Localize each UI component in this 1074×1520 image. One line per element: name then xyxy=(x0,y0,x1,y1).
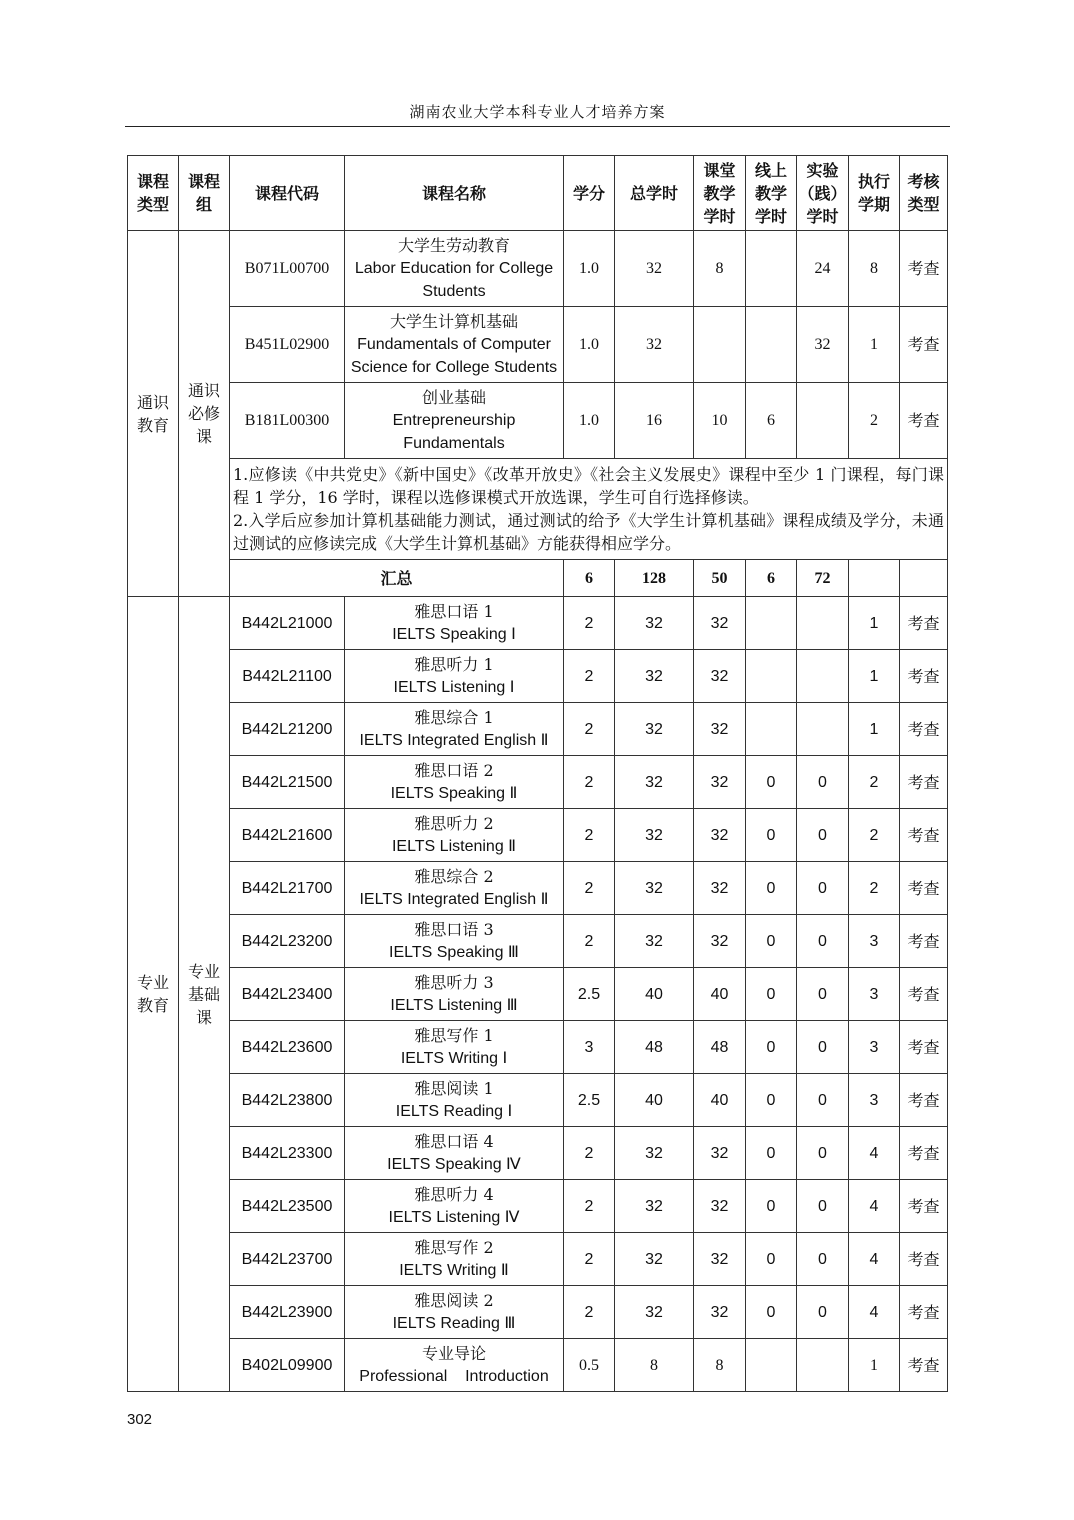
course-code: B442L23300 xyxy=(230,1127,345,1180)
course-name-cn: 雅思听力 2 xyxy=(414,814,494,833)
cell-total: 40 xyxy=(615,1074,694,1127)
cell-credit: 2 xyxy=(564,1180,615,1233)
cell-online xyxy=(746,231,797,307)
cell-exam: 考查 xyxy=(900,307,948,383)
text-line: 学分 xyxy=(572,183,605,203)
cell-term: 1 xyxy=(849,703,900,756)
table-row xyxy=(128,1127,948,1180)
course-name-en: IELTS Writing Ⅰ xyxy=(400,1050,508,1067)
cell-term: 4 xyxy=(849,1233,900,1286)
table-row xyxy=(128,1180,948,1233)
text-line: 教学 xyxy=(703,183,736,203)
cell-online: 0 xyxy=(746,862,797,915)
cell-exam: 考查 xyxy=(900,703,948,756)
table-row xyxy=(128,1074,948,1127)
text-line: Fundamentals xyxy=(403,435,505,452)
cell-exam: 考查 xyxy=(900,1233,948,1286)
text-line: 专业 xyxy=(136,973,169,992)
cell-credit: 2 xyxy=(564,809,615,862)
cell-online: 0 xyxy=(746,1021,797,1074)
text-line: 必修 xyxy=(187,404,220,423)
summary-row xyxy=(128,560,948,597)
table-row xyxy=(128,756,948,809)
course-name-en: IELTS Reading Ⅲ xyxy=(392,1315,516,1332)
course-name-en: IELTS Speaking Ⅳ xyxy=(387,1156,521,1173)
note-row xyxy=(128,459,948,560)
cell-exam: 考查 xyxy=(900,1339,948,1392)
cell-total: 8 xyxy=(615,1339,694,1392)
cell-lab xyxy=(797,383,849,459)
cell-exam: 考查 xyxy=(900,597,948,650)
text-line: Students xyxy=(422,283,486,300)
course-name-cn: 雅思口语 2 xyxy=(414,761,494,780)
cell-exam: 考查 xyxy=(900,650,948,703)
course-name-en: IELTS Integrated English Ⅱ xyxy=(359,891,549,908)
text-line: Fundamentals of Computer xyxy=(357,336,551,353)
cell-term: 2 xyxy=(849,809,900,862)
course-name xyxy=(345,1127,564,1180)
course-code: B071L00700 xyxy=(230,231,345,307)
cell-exam: 考查 xyxy=(900,231,948,307)
table-row xyxy=(128,1021,948,1074)
cell-term: 8 xyxy=(849,231,900,307)
cell-total: 32 xyxy=(615,862,694,915)
table-row xyxy=(128,809,948,862)
cell-exam: 考查 xyxy=(900,968,948,1021)
course-name-en: IELTS Speaking Ⅰ xyxy=(392,626,516,643)
cell-lab xyxy=(797,703,849,756)
column-header xyxy=(128,156,179,231)
cell-credit: 1.0 xyxy=(564,383,615,459)
text-line: Entrepreneurship xyxy=(392,412,516,429)
course-code: B442L23700 xyxy=(230,1233,345,1286)
cell-class: 32 xyxy=(694,915,746,968)
text-line: （践） xyxy=(798,183,847,203)
cell-term: 3 xyxy=(849,1021,900,1074)
cell-exam: 考查 xyxy=(900,809,948,862)
cell-lab xyxy=(797,1339,849,1392)
text-line: 实验 xyxy=(806,160,839,180)
cell-online xyxy=(746,650,797,703)
summary-label: 汇总 xyxy=(230,560,564,597)
cell-online: 0 xyxy=(746,968,797,1021)
table-header-row xyxy=(128,156,948,231)
cell-online: 0 xyxy=(746,1233,797,1286)
course-name xyxy=(345,1074,564,1127)
course-code: B442L21100 xyxy=(230,650,345,703)
cell-online xyxy=(746,597,797,650)
cell-credit: 2 xyxy=(564,1286,615,1339)
text-line: 课程代码 xyxy=(254,183,319,203)
cell-total: 32 xyxy=(615,1127,694,1180)
table-row xyxy=(128,1339,948,1392)
text-line: 学时 xyxy=(806,206,839,226)
course-name xyxy=(345,1286,564,1339)
cell-online xyxy=(746,1339,797,1392)
curriculum-table xyxy=(127,155,948,1392)
cell-total: 32 xyxy=(615,1286,694,1339)
course-name-en: IELTS Speaking Ⅱ xyxy=(390,785,518,802)
text-line: 课堂 xyxy=(703,160,736,180)
cell-online: 0 xyxy=(746,1074,797,1127)
cell-lab: 0 xyxy=(797,1074,849,1127)
course-name-cn: 雅思口语 3 xyxy=(414,920,494,939)
text-line: Labor Education for College xyxy=(354,260,554,277)
cell-lab: 0 xyxy=(797,862,849,915)
table-row xyxy=(128,968,948,1021)
course-code: B451L02900 xyxy=(230,307,345,383)
summary-lab: 72 xyxy=(797,560,849,597)
column-header xyxy=(615,156,694,231)
cell-lab xyxy=(797,597,849,650)
cell-credit: 2 xyxy=(564,1233,615,1286)
text-line: 类型 xyxy=(136,195,169,214)
course-name xyxy=(345,597,564,650)
cell-online xyxy=(746,703,797,756)
course-code: B442L21000 xyxy=(230,597,345,650)
text-line: 通识 xyxy=(136,392,169,412)
page-number: 302 xyxy=(127,1411,153,1428)
cell-total: 32 xyxy=(615,307,694,383)
cell-lab: 0 xyxy=(797,968,849,1021)
note-cell xyxy=(230,459,948,560)
course-name-cn: 雅思口语 1 xyxy=(414,602,494,621)
text-line: 线上 xyxy=(754,160,787,180)
cell-exam: 考查 xyxy=(900,862,948,915)
cell-term: 3 xyxy=(849,968,900,1021)
cell-total: 32 xyxy=(615,1180,694,1233)
cell-term: 4 xyxy=(849,1127,900,1180)
cell-lab: 0 xyxy=(797,915,849,968)
cell-lab: 0 xyxy=(797,756,849,809)
column-header xyxy=(900,156,948,231)
cell-online xyxy=(746,307,797,383)
summary-online: 6 xyxy=(746,560,797,597)
cell-class: 32 xyxy=(694,1180,746,1233)
course-name xyxy=(345,1339,564,1392)
cell-credit: 2 xyxy=(564,597,615,650)
cell-term: 4 xyxy=(849,1180,900,1233)
cell-exam: 考查 xyxy=(900,1180,948,1233)
column-header xyxy=(797,156,849,231)
text-line: 总学时 xyxy=(629,183,678,203)
cell-class: 32 xyxy=(694,650,746,703)
course-name-en: IELTS Listening Ⅱ xyxy=(391,838,517,855)
course-code: B442L23900 xyxy=(230,1286,345,1339)
text-line: 课 xyxy=(195,1007,212,1027)
cell-total: 48 xyxy=(615,1021,694,1074)
text-line: 课程 xyxy=(136,172,169,191)
summary-exam xyxy=(900,560,948,597)
course-code: B442L23600 xyxy=(230,1021,345,1074)
cell-class: 32 xyxy=(694,862,746,915)
course-name xyxy=(345,231,564,307)
course-name xyxy=(345,862,564,915)
cell-term: 2 xyxy=(849,756,900,809)
cell-credit: 3 xyxy=(564,1021,615,1074)
course-name xyxy=(345,915,564,968)
cell-term: 1 xyxy=(849,650,900,703)
course-name-en: IELTS Reading Ⅰ xyxy=(395,1103,513,1120)
course-type-cell xyxy=(128,597,179,1392)
course-name xyxy=(345,703,564,756)
course-name-cn: 大学生劳动教育 xyxy=(397,236,510,255)
cell-credit: 2.5 xyxy=(564,1074,615,1127)
course-name-en: IELTS Speaking Ⅲ xyxy=(389,944,519,961)
column-header xyxy=(179,156,230,231)
cell-lab: 0 xyxy=(797,1180,849,1233)
course-name xyxy=(345,307,564,383)
course-name-en: IELTS Writing Ⅱ xyxy=(399,1262,509,1279)
cell-term: 4 xyxy=(849,1286,900,1339)
text-line: 基础 xyxy=(187,984,220,1004)
cell-credit: 2 xyxy=(564,650,615,703)
cell-online: 0 xyxy=(746,915,797,968)
course-name-cn: 雅思口语 4 xyxy=(414,1132,494,1151)
cell-exam: 考查 xyxy=(900,1074,948,1127)
page-header: 湖南农业大学本科专业人才培养方案 xyxy=(125,98,950,127)
course-name-cn: 专业导论 xyxy=(421,1344,486,1363)
cell-total: 32 xyxy=(615,1233,694,1286)
column-header xyxy=(564,156,615,231)
cell-total: 32 xyxy=(615,809,694,862)
cell-term: 2 xyxy=(849,383,900,459)
text-line: 学期 xyxy=(857,195,890,214)
text-line: 课 xyxy=(195,427,212,446)
table-row xyxy=(128,862,948,915)
course-code: B442L23400 xyxy=(230,968,345,1021)
course-name xyxy=(345,1021,564,1074)
course-code: B442L23800 xyxy=(230,1074,345,1127)
text-line: 组 xyxy=(195,195,212,214)
text-line: 教育 xyxy=(136,415,169,435)
table-row xyxy=(128,597,948,650)
cell-class: 32 xyxy=(694,756,746,809)
cell-lab: 24 xyxy=(797,231,849,307)
cell-total: 32 xyxy=(615,597,694,650)
course-name xyxy=(345,809,564,862)
course-code: B442L23500 xyxy=(230,1180,345,1233)
course-group-cell xyxy=(179,231,230,597)
cell-class: 32 xyxy=(694,1233,746,1286)
cell-credit: 2 xyxy=(564,1127,615,1180)
column-header xyxy=(746,156,797,231)
course-name xyxy=(345,968,564,1021)
cell-online: 0 xyxy=(746,1286,797,1339)
course-code: B442L23200 xyxy=(230,915,345,968)
column-header xyxy=(849,156,900,231)
cell-class: 8 xyxy=(694,231,746,307)
cell-online: 0 xyxy=(746,1127,797,1180)
cell-class: 32 xyxy=(694,597,746,650)
cell-total: 16 xyxy=(615,383,694,459)
text-line: 类型 xyxy=(907,195,940,214)
text-line: 学时 xyxy=(703,206,736,226)
cell-lab: 0 xyxy=(797,1021,849,1074)
cell-class: 8 xyxy=(694,1339,746,1392)
cell-class xyxy=(694,307,746,383)
cell-lab: 0 xyxy=(797,1286,849,1339)
cell-term: 3 xyxy=(849,1074,900,1127)
course-name xyxy=(345,650,564,703)
course-name-cn: 创业基础 xyxy=(421,388,486,407)
course-name-en: IELTS Listening Ⅰ xyxy=(393,679,515,696)
cell-exam: 考查 xyxy=(900,383,948,459)
column-header xyxy=(694,156,746,231)
cell-credit: 2 xyxy=(564,862,615,915)
text-line: 教育 xyxy=(136,996,169,1015)
text-line: Science for College Students xyxy=(350,359,558,376)
course-type-cell xyxy=(128,231,179,597)
cell-class: 32 xyxy=(694,1127,746,1180)
cell-class: 40 xyxy=(694,1074,746,1127)
cell-exam: 考查 xyxy=(900,1127,948,1180)
cell-lab xyxy=(797,650,849,703)
column-header xyxy=(345,156,564,231)
cell-credit: 2 xyxy=(564,915,615,968)
cell-lab: 32 xyxy=(797,307,849,383)
summary-total: 128 xyxy=(615,560,694,597)
course-name-cn: 雅思听力 4 xyxy=(414,1185,494,1204)
course-name-en: IELTS Listening Ⅲ xyxy=(390,997,518,1014)
cell-exam: 考查 xyxy=(900,915,948,968)
cell-lab: 0 xyxy=(797,809,849,862)
course-name-cn: 雅思听力 3 xyxy=(414,973,494,992)
text-line: 通识 xyxy=(187,381,220,400)
cell-term: 2 xyxy=(849,862,900,915)
table-row xyxy=(128,915,948,968)
course-name xyxy=(345,756,564,809)
cell-online: 6 xyxy=(746,383,797,459)
cell-credit: 1.0 xyxy=(564,231,615,307)
cell-total: 32 xyxy=(615,650,694,703)
course-name-en: IELTS Integrated English Ⅱ xyxy=(359,732,549,749)
text-line: 考核 xyxy=(907,172,940,191)
cell-total: 32 xyxy=(615,231,694,307)
cell-exam: 考查 xyxy=(900,756,948,809)
table-row xyxy=(128,703,948,756)
text-line: 2.入学后应参加计算机基础能力测试，通过测试的给予《大学生计算机基础》课程成绩及学分，未通过测试的应修读完成《大学生计算机基础》方能获得相应学分。 xyxy=(233,511,944,553)
table-row xyxy=(128,231,948,307)
cell-credit: 0.5 xyxy=(564,1339,615,1392)
text-line: 执行 xyxy=(857,172,890,191)
course-group-cell xyxy=(179,597,230,1392)
course-name-cn: 雅思写作 2 xyxy=(414,1238,494,1257)
course-name-en: Professional Introduction xyxy=(359,1368,549,1385)
course-name-cn: 雅思写作 1 xyxy=(414,1026,494,1045)
table-row xyxy=(128,307,948,383)
cell-exam: 考查 xyxy=(900,1286,948,1339)
table-row xyxy=(128,1233,948,1286)
course-code: B181L00300 xyxy=(230,383,345,459)
summary-term xyxy=(849,560,900,597)
cell-online: 0 xyxy=(746,756,797,809)
cell-credit: 2 xyxy=(564,703,615,756)
cell-term: 1 xyxy=(849,597,900,650)
course-code: B402L09900 xyxy=(230,1339,345,1392)
course-name xyxy=(345,1180,564,1233)
cell-total: 32 xyxy=(615,915,694,968)
text-line: 课程 xyxy=(187,172,220,191)
text-line: 课程名称 xyxy=(421,183,486,203)
table-row xyxy=(128,383,948,459)
cell-online: 0 xyxy=(746,809,797,862)
cell-credit: 2.5 xyxy=(564,968,615,1021)
cell-term: 1 xyxy=(849,1339,900,1392)
cell-class: 32 xyxy=(694,703,746,756)
course-name-cn: 雅思阅读 2 xyxy=(414,1291,494,1310)
cell-class: 32 xyxy=(694,1286,746,1339)
cell-credit: 2 xyxy=(564,756,615,809)
course-name xyxy=(345,383,564,459)
cell-total: 32 xyxy=(615,703,694,756)
cell-class: 40 xyxy=(694,968,746,1021)
text-line: 1.应修读《中共党史》《新中国史》《改革开放史》《社会主义发展史》课程中至少 1 门课程，每门课程 1 学分，16 学时，课程以选修课模式开放选课，学生可自行选择修读。 xyxy=(233,465,944,507)
course-name-cn: 雅思阅读 1 xyxy=(414,1079,494,1098)
cell-class: 48 xyxy=(694,1021,746,1074)
cell-total: 40 xyxy=(615,968,694,1021)
cell-total: 32 xyxy=(615,756,694,809)
summary-class: 50 xyxy=(694,560,746,597)
cell-exam: 考查 xyxy=(900,1021,948,1074)
cell-online: 0 xyxy=(746,1180,797,1233)
text-line: 教学 xyxy=(754,183,787,203)
cell-term: 3 xyxy=(849,915,900,968)
course-name-cn: 雅思综合 2 xyxy=(414,867,494,886)
course-name-cn: 雅思听力 1 xyxy=(414,655,494,674)
cell-credit: 1.0 xyxy=(564,307,615,383)
course-code: B442L21500 xyxy=(230,756,345,809)
column-header xyxy=(230,156,345,231)
course-code: B442L21700 xyxy=(230,862,345,915)
course-name-cn: 大学生计算机基础 xyxy=(389,312,518,331)
cell-term: 1 xyxy=(849,307,900,383)
summary-credit: 6 xyxy=(564,560,615,597)
text-line: 专业 xyxy=(187,961,220,981)
course-code: B442L21200 xyxy=(230,703,345,756)
course-name xyxy=(345,1233,564,1286)
course-code: B442L21600 xyxy=(230,809,345,862)
text-line: 学时 xyxy=(754,206,787,226)
cell-class: 32 xyxy=(694,809,746,862)
course-name-en: IELTS Listening Ⅳ xyxy=(388,1209,520,1226)
course-name-cn: 雅思综合 1 xyxy=(414,708,494,727)
cell-class: 10 xyxy=(694,383,746,459)
cell-lab: 0 xyxy=(797,1127,849,1180)
table-row xyxy=(128,650,948,703)
cell-lab: 0 xyxy=(797,1233,849,1286)
table-row xyxy=(128,1286,948,1339)
